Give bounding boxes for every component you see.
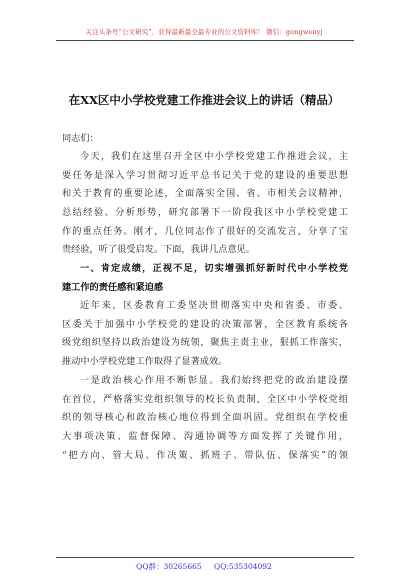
document-title: 在XX区中小学校党建工作推进会议上的讲话（精品） xyxy=(68,93,340,107)
text-line: 贵经验，听了很受启发。下面，我讲几点意见。 xyxy=(62,244,255,256)
paragraph-intro xyxy=(62,148,348,260)
text-line: 作的重点任务。刚才，几位同志作了很好的交流发言，分享了宝 xyxy=(62,225,348,237)
text-line: 推动中小学校党建工作取得了显著成效。 xyxy=(62,356,228,368)
heading-line: 建工作的责任感和紧迫感 xyxy=(62,281,164,293)
footer-contact xyxy=(0,561,408,572)
text-line: 级党组织坚持以政治建设为统领，聚焦主责主业，狠抓工作落实， xyxy=(62,337,348,349)
text-line: 区委关于加强中小学校党的建设的决策部署，全区教育系统各 xyxy=(62,318,348,330)
header-notice: 关注头条号“公文研究”，获得最新最全最专业的公文资料库！ 微信：gongwenyj xyxy=(85,28,323,36)
section-heading xyxy=(62,260,348,297)
paragraph-achievements xyxy=(62,297,348,372)
text-line: 和关于教育的重要论述，全面落实全国、省、市相关会议精神， xyxy=(62,188,348,200)
header-divider xyxy=(56,40,354,41)
text-line: 一是政治核心作用不断彰显。我们始终把党的政治建设摆 xyxy=(80,375,348,386)
text-line: 织的领导核心和政治核心地位得到全面巩固。党组织在学校重 xyxy=(62,412,348,424)
text-line: 在首位，严格落实党组织领导的校长负责制，全区中小学校党组 xyxy=(62,393,348,405)
footer-divider xyxy=(56,557,354,558)
text-line: 今天，我们在这里召开全区中小学校党建工作推进会议，主 xyxy=(80,151,348,162)
qq-group-number: QQ群：30265665 xyxy=(136,562,202,571)
text-line: 要任务是深入学习贯彻习近平总书记关于党的建设的重要思想 xyxy=(62,169,348,181)
qq-number: QQ:535304092 xyxy=(214,562,272,571)
text-line: 大事项决策、监督保障、沟通协调等方面发挥了关键作用， xyxy=(62,431,348,443)
text-line: 近年来，区委教育工委坚决贯彻落实中央和省委、市委、 xyxy=(80,300,348,311)
heading-line: 一、肯定成绩，正视不足，切实增强抓好新时代中小学校党 xyxy=(80,263,348,274)
salutation: 同志们： xyxy=(62,133,99,144)
text-line: “把方向、管大局、作决策、抓班子、带队伍、保落实”的领 xyxy=(62,449,348,461)
paragraph-political-core xyxy=(62,372,348,465)
text-line: 总结经验、分析形势，研究部署下一阶段我区中小学校党建工 xyxy=(62,207,348,219)
